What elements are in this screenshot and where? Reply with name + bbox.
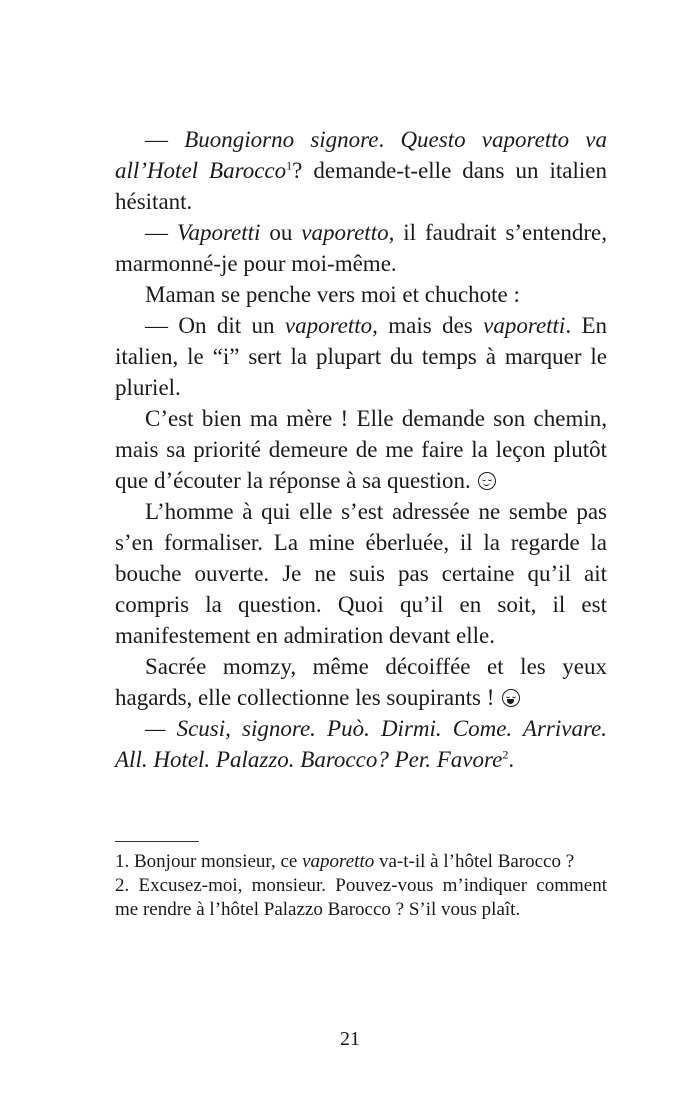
smiling-face-icon [478,472,496,490]
paragraph-4 [115,310,607,403]
footnote-text: 2. Excusez-moi, monsieur. Pouvez-vous m’indiquer comment me rendre à l’hôtel Palazzo Barocco ? S’il vous plaît. [115,875,607,920]
paragraph-text: ou [260,220,302,245]
paragraph-3 [115,279,607,310]
page-body [115,124,607,775]
italic-word: Vaporetti [176,220,261,245]
laughing-face-icon [502,689,520,707]
footnotes [115,850,607,922]
paragraph-text: ? demande-t-elle dans un italien hésitant. [115,158,607,214]
paragraph-text: . En italien, le “i” sert la plupart du temps à marquer le pluriel. [115,313,607,400]
italian-phrase: Buongiorno signore [184,127,379,152]
paragraph-7 [115,651,607,713]
italic-word: vaporetto [302,851,375,872]
dialogue-dash: — [145,220,177,245]
paragraph-2 [115,217,607,279]
footnote-1 [115,850,607,874]
paragraph-text: il faudrait s’entendre, marmonné-je pour moi-même. [115,220,607,276]
italian-dialogue: — Scusi, signore. Può. Dirmi. Come. Arrivare. All. Hotel. Palazzo. Barocco? Per. Favore [115,716,607,772]
footnote-ref-2: 2 [502,747,509,762]
text-separator: . [378,127,401,152]
paragraph-text: C’est bien ma mère ! Elle demande son chemin, mais sa priorité demeure de me faire la leçon plutôt que d’écouter la réponse à sa question. [115,406,607,493]
footnote-text: va-t-il à l’hôtel Barocco ? [374,851,575,872]
dialogue-dash: — [145,127,185,152]
italic-word: vaporetto, [301,220,395,245]
paragraph-text: mais des [377,313,484,338]
footnote-divider [115,841,199,842]
paragraph-5 [115,403,607,496]
paragraph-text: . [508,747,515,772]
footnote-2 [115,874,607,922]
italic-word: vaporetto, [284,313,378,338]
footnote-ref-1: 1 [286,158,293,173]
paragraph-text: Sacrée momzy, même décoiffée et les yeux hagards, elle collectionne les soupirants ! [115,654,607,710]
paragraph-1 [115,124,607,217]
footnote-text: 1. Bonjour monsieur, ce [115,851,303,872]
paragraph-8 [115,713,607,775]
paragraph-text: L’homme à qui elle s’est adressée ne sembe pas s’en formaliser. La mine éberluée, il la regarde la bouche ouverte. Je ne suis pas certaine qu’il ait compris la question. Quoi qu’il en soit, il est manifestement en admiration devant elle. [115,499,607,648]
paragraph-6 [115,496,607,651]
italic-word: vaporetti [483,313,566,338]
paragraph-text: Maman se penche vers moi et chuchote : [145,282,520,307]
paragraph-text: — On dit un [145,313,285,338]
italian-question: Questo vaporetto va all’Hotel Barocco [115,127,608,183]
page-number: 21 [340,1028,360,1050]
